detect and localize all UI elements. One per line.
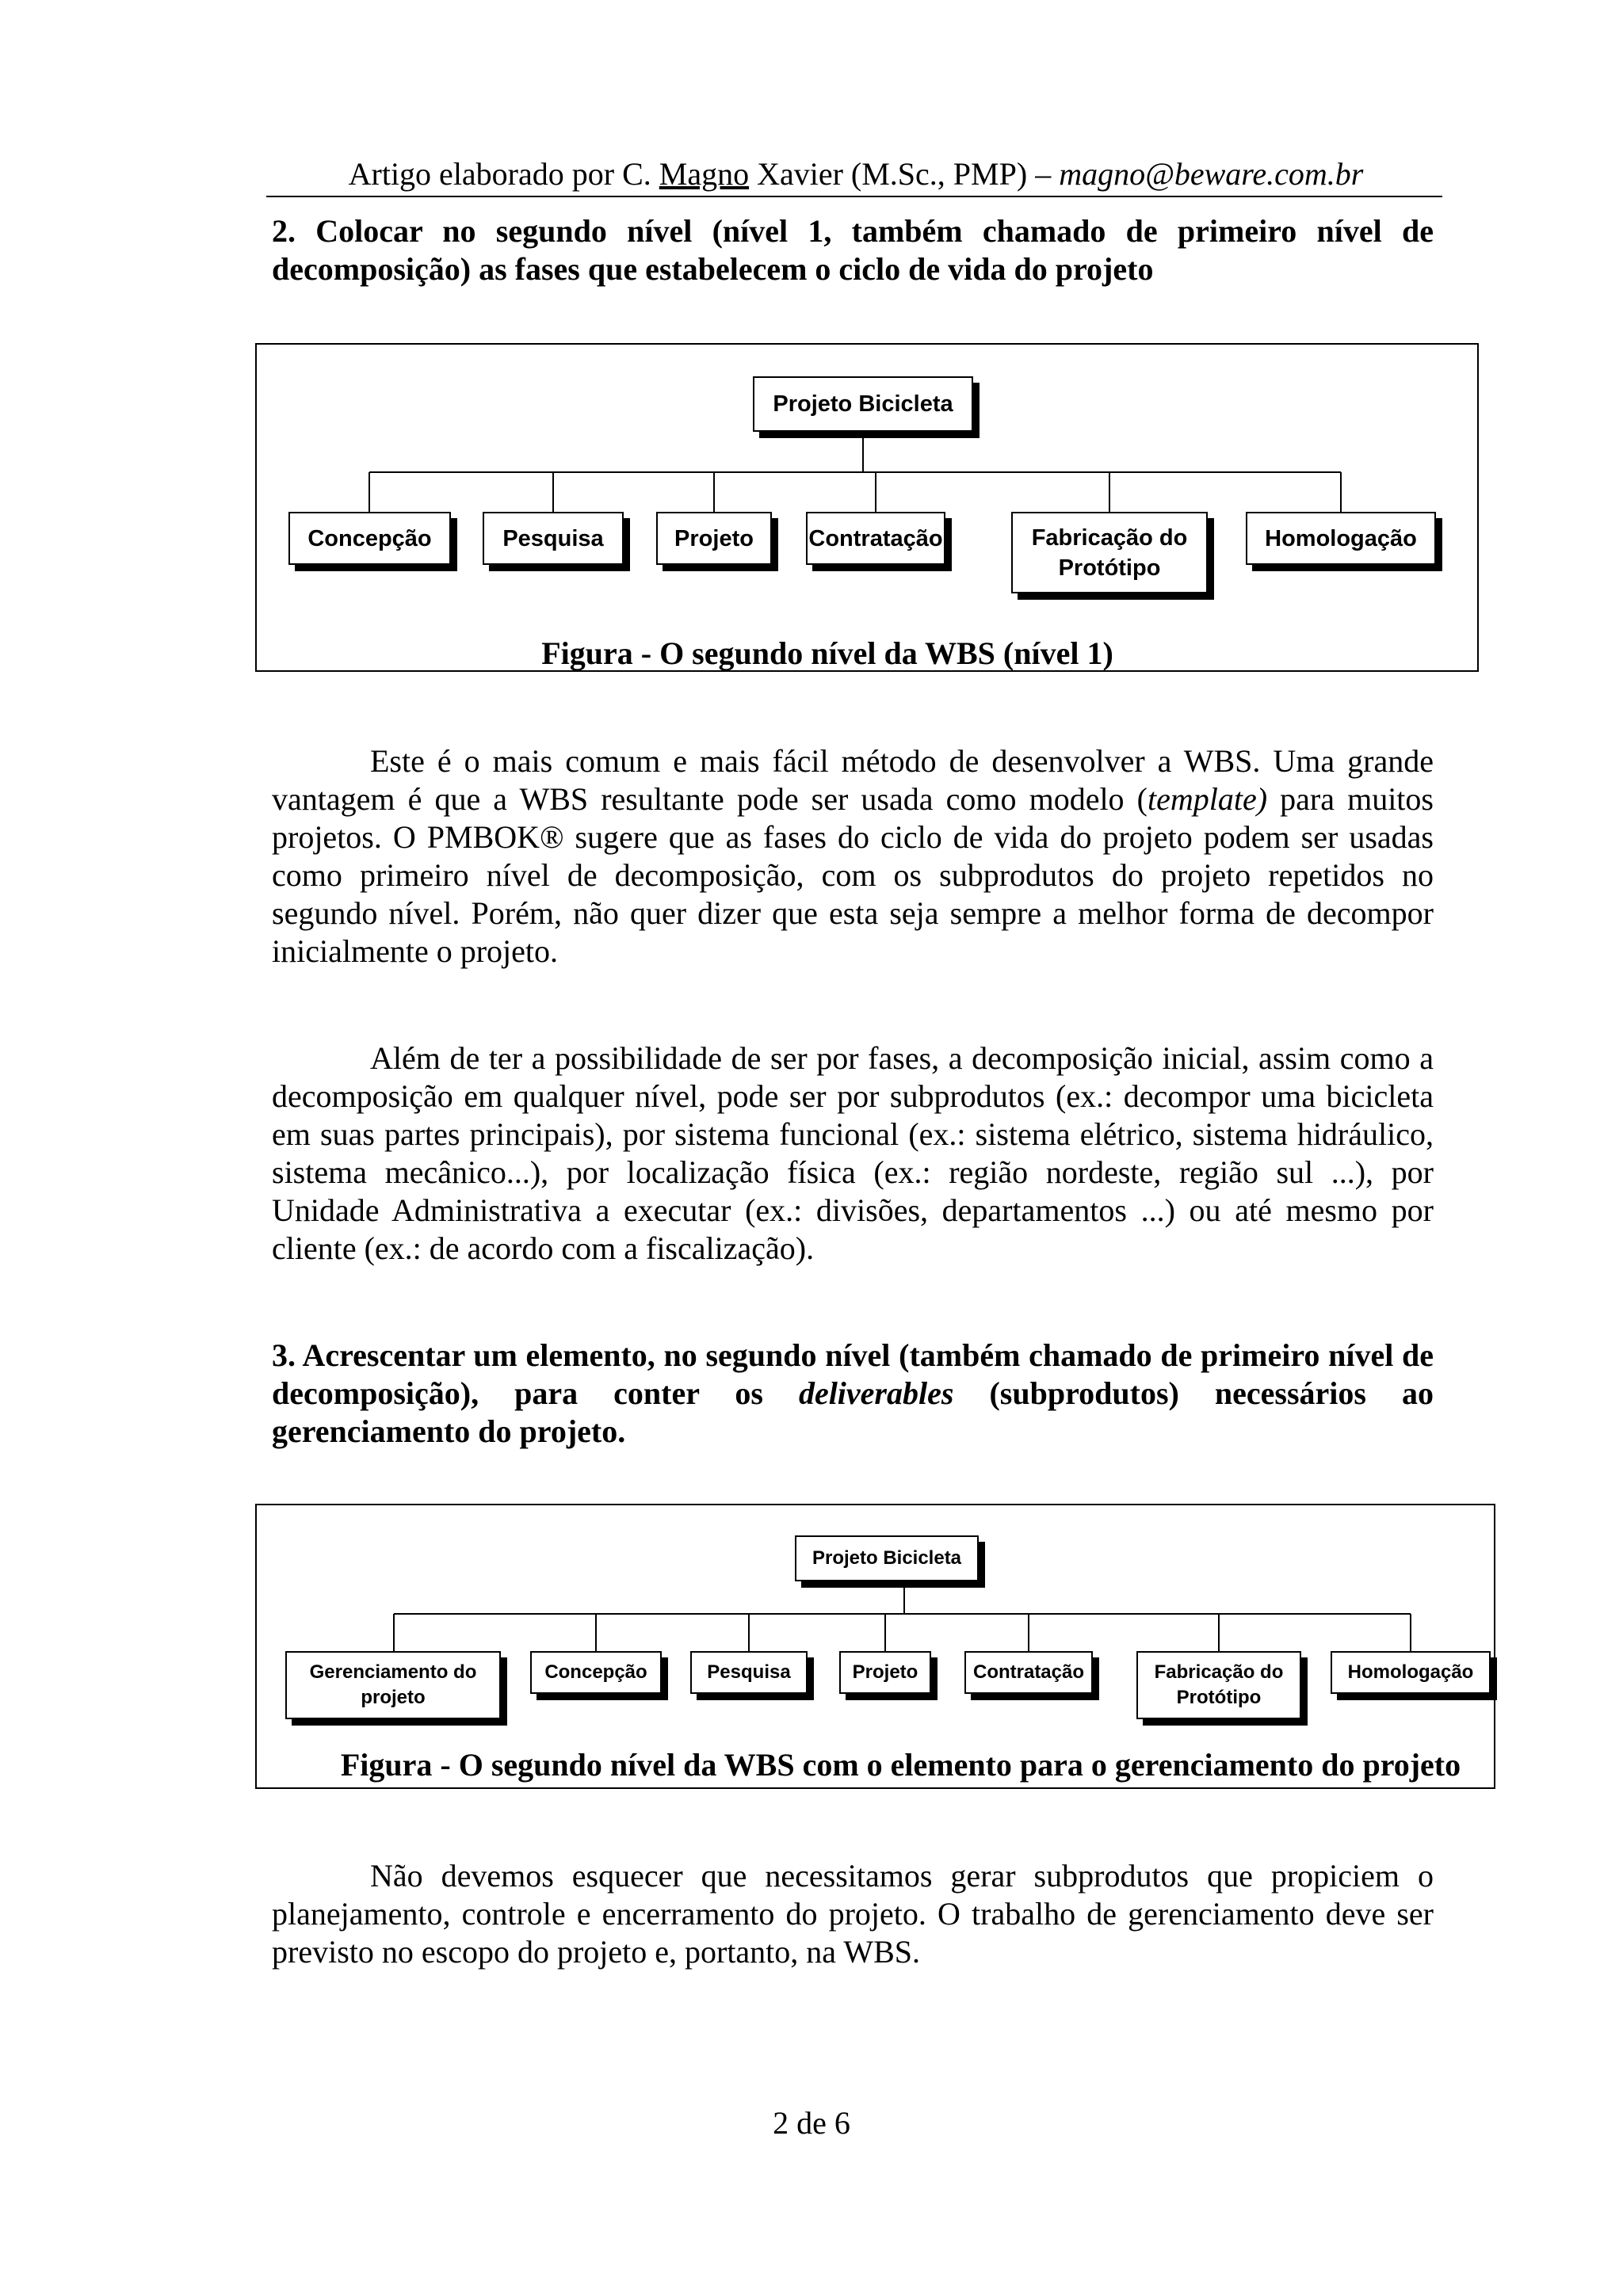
wbs-node-fabricacao: Fabricação do Protótipo bbox=[1011, 512, 1208, 593]
wbs2-node-projeto: Projeto bbox=[839, 1651, 931, 1694]
paragraph-1-italic: template) bbox=[1147, 781, 1268, 817]
paragraph-3 bbox=[272, 1857, 1434, 1971]
paragraph-1 bbox=[272, 742, 1434, 971]
wbs2-node-concepcao: Concepção bbox=[530, 1651, 662, 1694]
wbs-root-node: Projeto Bicicleta bbox=[753, 376, 973, 432]
section-3-italic: deliverables bbox=[798, 1375, 954, 1411]
section-3-text-b: (subprodutos) necessários ao gerenciamento do projeto. bbox=[272, 1375, 1434, 1449]
page-header bbox=[268, 155, 1444, 193]
section-2-heading: 2. Colocar no segundo nível (nível 1, também chamado de primeiro nível de decomposição) as fases que estabelecem o ciclo de vida do projeto bbox=[272, 213, 1434, 287]
header-email: magno@beware.com.br bbox=[1059, 156, 1364, 192]
wbs-node-contratacao: Contratação bbox=[806, 512, 945, 565]
header-author-details: Xavier (M.Sc., PMP) – bbox=[749, 156, 1060, 192]
header-author-prefix: Artigo elaborado por C. bbox=[348, 156, 659, 192]
section-3-text-a: 3. Acrescentar um elemento, no segundo nível (também chamado de primeiro nível de decomposição), para conter os bbox=[272, 1337, 1434, 1411]
paragraph-1-text-a: Este é o mais comum e mais fácil método de desenvolver a WBS. Uma grande vantagem é que a WBS resultante pode ser usada como modelo ( bbox=[272, 743, 1434, 817]
wbs2-node-fabricacao: Fabricação do Protótipo bbox=[1136, 1651, 1301, 1719]
figure-2-caption: Figura - O segundo nível da WBS com o elemento para o gerenciamento do projeto bbox=[340, 1747, 1461, 1783]
figure-1 bbox=[255, 343, 1479, 672]
header-rule bbox=[266, 196, 1442, 197]
wbs-node-pesquisa: Pesquisa bbox=[483, 512, 624, 565]
header-author-underlined: Magno bbox=[659, 156, 750, 192]
wbs2-node-gerenciamento: Gerenciamento do projeto bbox=[285, 1651, 501, 1719]
paragraph-3-text: Não devemos esquecer que necessitamos gerar subprodutos que propiciem o planejamento, controle e encerramento do projeto. O trabalho de gerenciamento deve ser previsto no escopo do projeto e, portanto, na WBS. bbox=[272, 1858, 1434, 1970]
wbs-node-homologacao: Homologação bbox=[1246, 512, 1436, 565]
wbs2-root-node: Projeto Bicicleta bbox=[795, 1535, 979, 1581]
wbs2-node-pesquisa: Pesquisa bbox=[690, 1651, 808, 1694]
page-number: 2 de 6 bbox=[773, 2105, 850, 2141]
wbs2-node-contratacao: Contratação bbox=[964, 1651, 1093, 1694]
figure-1-caption: Figura - O segundo nível da WBS (nível 1) bbox=[541, 635, 1113, 671]
paragraph-2-text: Além de ter a possibilidade de ser por fases, a decomposição inicial, assim como a decomposição em qualquer nível, pode ser por subprodutos (ex.: decompor uma bicicleta em suas partes principais), por sistema funcional (ex.: sistema elétrico, sistema hidráulico, sistema mecânico...), por localização física (ex.: região nordeste, região sul ...), por Unidade Administrativa a executar (ex.: divisões, departamentos ...) ou até mesmo por cliente (ex.: de acordo com a fiscalização). bbox=[272, 1040, 1434, 1266]
wbs2-node-homologacao: Homologação bbox=[1331, 1651, 1491, 1694]
wbs-node-concepcao: Concepção bbox=[288, 512, 451, 565]
paragraph-1-text-b: para muitos projetos. O PMBOK® sugere que as fases do ciclo de vida do projeto podem ser usadas como primeiro nível de decomposição, com os subprodutos do projeto repetidos no segundo nível. Porém, não quer dizer que esta seja sempre a melhor forma de decompor inicialmente o projeto. bbox=[272, 781, 1434, 969]
wbs-node-projeto: Projeto bbox=[656, 512, 772, 565]
paragraph-2 bbox=[272, 1039, 1434, 1268]
section-3-heading bbox=[272, 1337, 1434, 1451]
figure-2 bbox=[255, 1504, 1495, 1789]
